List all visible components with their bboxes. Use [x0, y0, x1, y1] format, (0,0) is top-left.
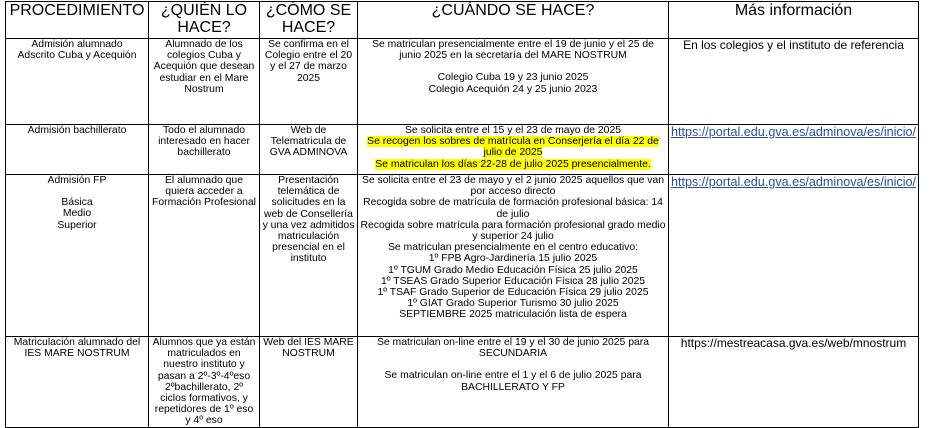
- quien-cell: Alumnos que ya están matriculados en nuestro instituto y pasan a 2º-3º-4ºeso 2ºbachillerato, 2º ciclos formativos, y repetidores de 1º eso y 4º eso: [149, 337, 260, 428]
- cuando-line: Se solicita entre el 15 y el 23 de mayo de 2025: [404, 125, 622, 136]
- cuando-line: 1º TSEAS Grado Superior Educación Física 28 julio 2025: [380, 275, 646, 287]
- header-mas-informacion: Más información: [669, 2, 919, 39]
- highlighted-line: Se matriculan los días 22-28 de julio 2025 presencialmente.: [375, 158, 651, 170]
- cuando-line: Se matriculan presencialmente en el centro educativo:: [387, 242, 639, 254]
- cuando-cell: [358, 39, 669, 125]
- table-row: [6, 175, 919, 337]
- cuando-line: Recogida sobre matrícula para formación profesional grado medio y superior 24 julio: [360, 219, 666, 243]
- header-procedimiento: PROCEDIMIENTO: [6, 2, 149, 39]
- adminova-link[interactable]: https://portal.edu.gva.es/adminova/es/inicio/: [671, 125, 917, 139]
- como-cell: Presentación telemática de solicitudes en la web de Consellería y una vez admitidos matriculación presencial en el instituto: [260, 175, 358, 337]
- cuando-line: 1º FPB Agro-Jardinería 15 julio 2025: [428, 253, 598, 265]
- cuando-line: Se matriculan on-line entre el 1 y el 6 de julio 2025 para BACHILLERATO Y FP: [384, 370, 642, 393]
- cuando-cell: [358, 125, 669, 175]
- header-quien: ¿QUIÉN LO HACE?: [149, 2, 260, 39]
- cuando-line: 1º TGUM Grado Medio Educación Física 25 julio 2025: [388, 264, 638, 276]
- info-cell: [669, 125, 919, 175]
- header-row: [6, 2, 919, 39]
- cuando-line: Colegio Acequión 24 y 25 junio 2023: [428, 83, 598, 95]
- highlighted-line: Se recogen los sobres de matrícula en Conserjería el día 22 de julio de 2025: [367, 136, 659, 159]
- como-cell: Se confirma en el Colegio entre el 20 y el 27 de marzo 2025: [260, 39, 358, 125]
- cuando-cell: [358, 337, 669, 428]
- info-cell: En los colegios y el instituto de referencia: [669, 39, 919, 125]
- procedimiento-line: Admisión bachillerato: [27, 125, 127, 136]
- procedimiento-cell: [6, 175, 149, 337]
- cuando-line: Se matriculan presencialmente entre el 19 de junio y el 25 de junio 2025 en la secretaría del MARE NOSTRUM: [372, 39, 654, 62]
- table-row: [6, 125, 919, 175]
- cuando-line: Se solicita entre el 23 de mayo y el 2 junio 2025 aquellos que van por acceso directo: [361, 175, 665, 198]
- cuando-line: Recogida sobre de matrícula de formación profesional básica: 14 de julio: [363, 197, 663, 220]
- como-cell: Web del IES MARE NOSTRUM: [260, 337, 358, 428]
- procedimiento-line: Básica: [61, 197, 93, 209]
- info-cell: https://mestreacasa.gva.es/web/mnostrum: [669, 337, 919, 428]
- procedimiento-line: Medio: [62, 208, 92, 220]
- table-row: [6, 39, 919, 125]
- cuando-line: 1º GIAT Grado Superior Turismo 30 julio 2025: [407, 298, 619, 310]
- procedimiento-line: Adscrito Cuba y Acequión: [17, 50, 137, 62]
- cuando-cell: [358, 175, 669, 337]
- info-cell: [669, 175, 919, 337]
- quien-cell: El alumnado que quiera acceder a Formación Profesional: [149, 175, 260, 337]
- procedimiento-cell: Matriculación alumnado del IES MARE NOSTRUM: [6, 337, 149, 428]
- header-cuando: ¿CUÁNDO SE HACE?: [358, 2, 669, 39]
- cuando-line: Colegio Cuba 19 y 23 junio 2025: [437, 72, 589, 84]
- adminova-link[interactable]: https://portal.edu.gva.es/adminova/es/inicio/: [671, 175, 917, 189]
- cuando-line: Se matriculan on-line entre el 19 y el 30 de junio 2025 para SECUNDARIA: [376, 337, 650, 360]
- procedimiento-cell: [6, 39, 149, 125]
- cuando-line: 1º TSAF Grado Superior de Educación Física 29 julio 2025: [377, 287, 649, 299]
- procedimiento-cell: [6, 125, 149, 175]
- procedimiento-line: Admisión alumnado: [31, 39, 123, 50]
- header-como: ¿CÓMO SE HACE?: [260, 2, 358, 39]
- quien-cell: Alumnado de los colegios Cuba y Acequión que desean estudiar en el Mare Nostrum: [149, 39, 260, 125]
- table-row: [6, 337, 919, 428]
- como-cell: Web de Telematricula de GVA ADMINOVA: [260, 125, 358, 175]
- procedures-table: [5, 1, 919, 428]
- quien-cell: Todo el alumnado interesado en hacer bachillerato: [149, 125, 260, 175]
- procedimiento-line: Superior: [57, 219, 97, 231]
- procedimiento-line: Admisión FP: [47, 175, 107, 186]
- cuando-line: SEPTIEMBRE 2025 matriculación lista de espera: [399, 309, 627, 321]
